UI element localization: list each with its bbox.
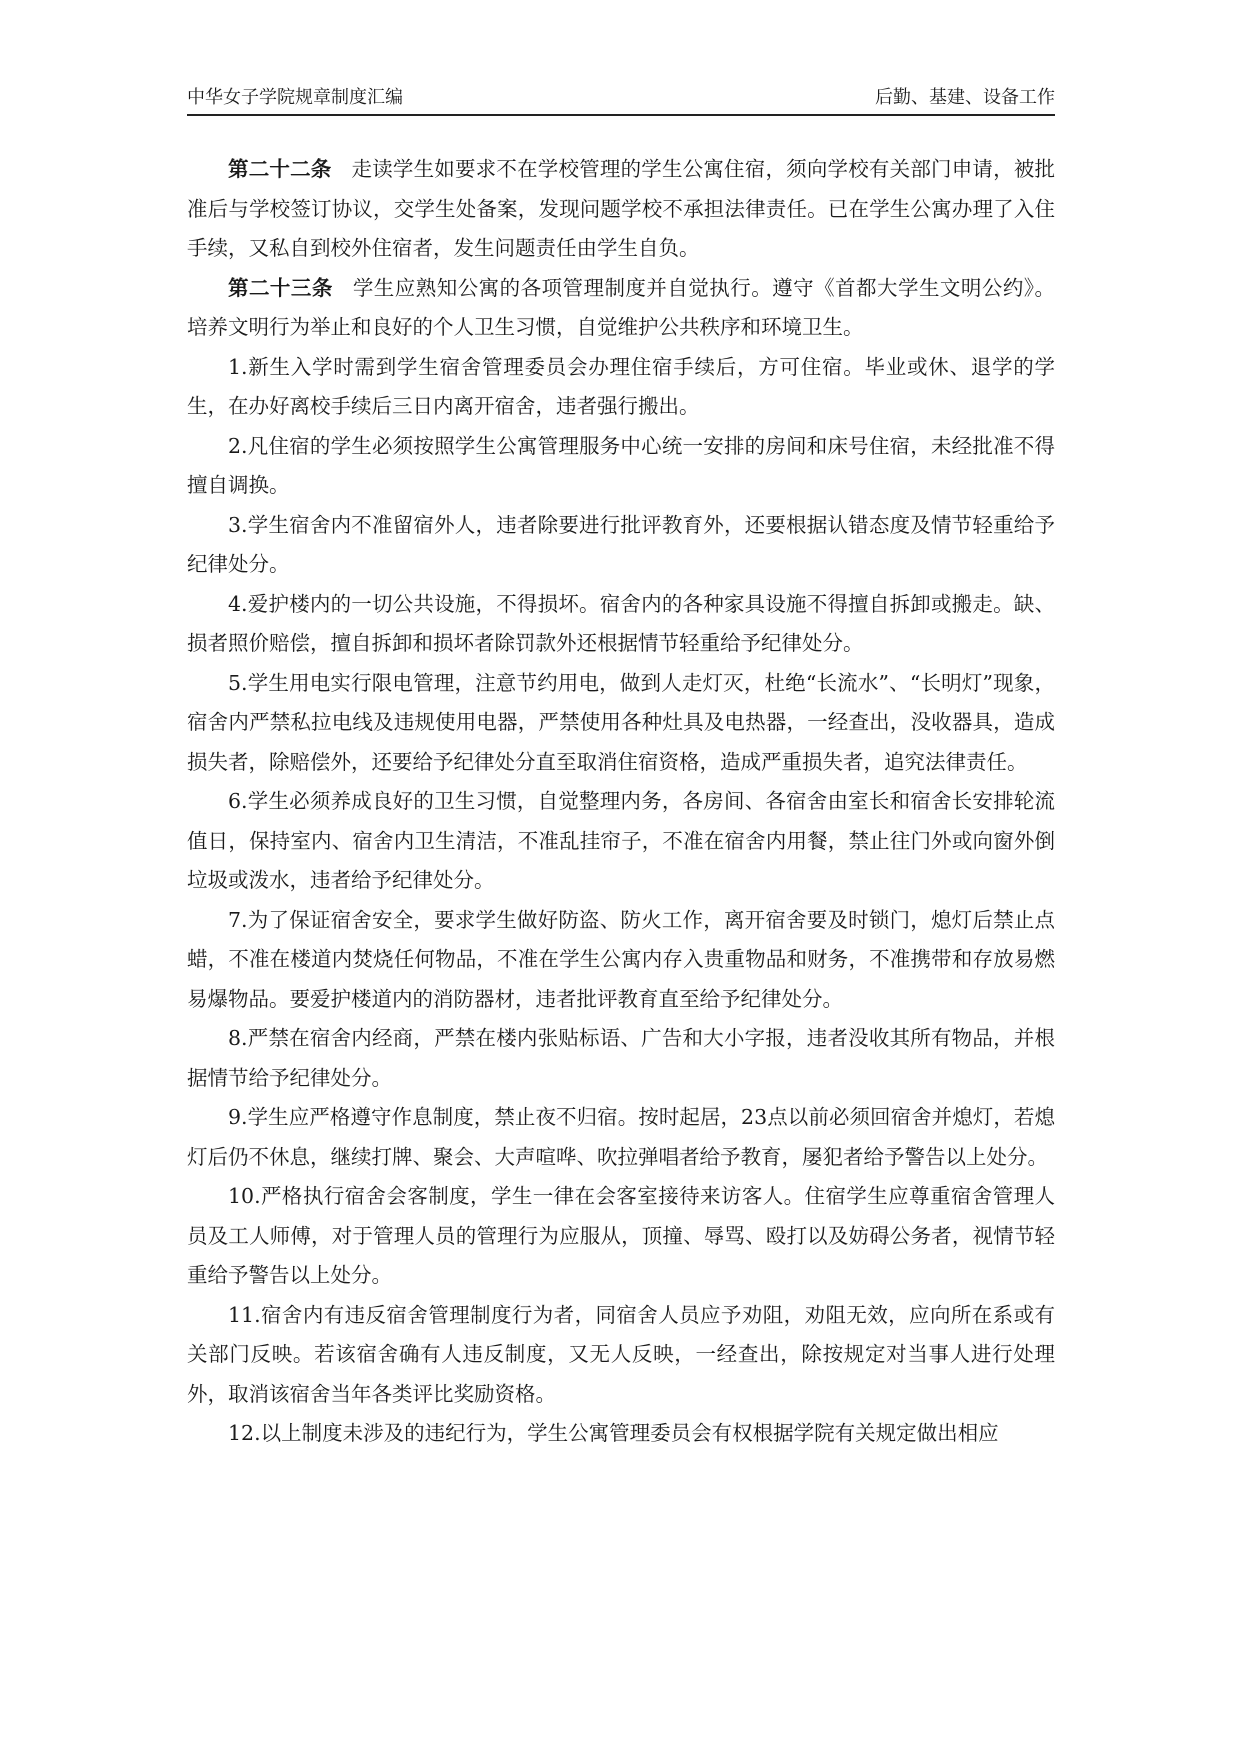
page-header <box>187 86 1055 116</box>
article-text: 学生应熟知公寓的各项管理制度并自觉执行。遵守《首都大学生文明公约》。培养文明行为举止和良好的个人卫生习惯，自觉维护公共秩序和环境卫生。 <box>187 275 1056 339</box>
header-section-title: 后勤、基建、设备工作 <box>875 87 1055 108</box>
rule-item-1: 1.新生入学时需到学生宿舍管理委员会办理住宿手续后，方可住宿。毕业或休、退学的学生，在办好离校手续后三日内离开宿舍，违者强行搬出。 <box>187 354 1055 418</box>
rule-item-5: 5.学生用电实行限电管理，注意节约用电，做到人走灯灭，杜绝“长流水”、“长明灯”现象，宿舍内严禁私拉电线及违规使用电器，严禁使用各种灶具及电热器，一经查出，没收器具，造成损失者，除赔偿外，还要给予纪律处分直至取消住宿资格，造成严重损失者，追究法律责任。 <box>187 670 1055 774</box>
rule-item-10: 10.严格执行宿舍会客制度，学生一律在会客室接待来访客人。住宿学生应尊重宿舍管理人员及工人师傅，对于管理人员的管理行为应服从，顶撞、辱骂、殴打以及妨碍公务者，视情节轻重给予警告以上处分。 <box>187 1184 1055 1287</box>
rule-item-6: 6.学生必须养成良好的卫生习惯，自觉整理内务，各房间、各宿舍由室长和宿舍长安排轮流值日，保持室内、宿舍内卫生清洁，不准乱挂帘子，不准在宿舍内用餐，禁止往门外或向窗外倒垃圾或泼水，违者给予纪律处分。 <box>187 789 1055 892</box>
rule-item-12: 12.以上制度未涉及的违纪行为，学生公寓管理委员会有权根据学院有关规定做出相应 <box>228 1421 999 1445</box>
document-body <box>187 150 1055 1454</box>
rule-item-8: 8.严禁在宿舍内经商，严禁在楼内张贴标语、广告和大小字报，违者没收其所有物品，并根据情节给予纪律处分。 <box>187 1026 1055 1090</box>
article-23-paragraph <box>187 269 1055 348</box>
article-22-paragraph <box>187 150 1055 269</box>
header-document-title: 中华女子学院规章制度汇编 <box>187 87 403 108</box>
article-title: 第二十三条 <box>228 275 333 300</box>
article-title: 第二十二条 <box>228 157 332 181</box>
rule-item-11: 11.宿舍内有违反宿舍管理制度行为者，同宿舍人员应予劝阻，劝阻无效，应向所在系或有关部门反映。若该宿舍确有人违反制度，又无人反映，一经查出，除按规定对当事人进行处理外，取消该宿舍当年各类评比奖励资格。 <box>187 1302 1055 1406</box>
rule-item-2: 2.凡住宿的学生必须按照学生公寓管理服务中心统一安排的房间和床号住宿，未经批准不得擅自调换。 <box>187 433 1055 497</box>
rule-item-4: 4.爱护楼内的一切公共设施，不得损坏。宿舍内的各种家具设施不得擅自拆卸或搬走。缺、损者照价赔偿，擅自拆卸和损坏者除罚款外还根据情节轻重给予纪律处分。 <box>187 591 1055 655</box>
rule-item-7: 7.为了保证宿舍安全，要求学生做好防盗、防火工作，离开宿舍要及时锁门，熄灯后禁止点蜡，不准在楼道内焚烧任何物品，不准在学生公寓内存入贵重物品和财务，不准携带和存放易燃易爆物品。要爱护楼道内的消防器材，违者批评教育直至给予纪律处分。 <box>187 907 1055 1011</box>
rule-item-9: 9.学生应严格遵守作息制度，禁止夜不归宿。按时起居，23点以前必须回宿舍并熄灯，若熄灯后仍不休息，继续打牌、聚会、大声喧哗、吹拉弹唱者给予教育，屡犯者给予警告以上处分。 <box>187 1105 1055 1169</box>
article-text: 走读学生如要求不在学校管理的学生公寓住宿，须向学校有关部门申请，被批准后与学校签订协议，交学生处备案，发现问题学校不承担法律责任。已在学生公寓办理了入住手续，又私自到校外住宿者，发生问题责任由学生自负。 <box>187 157 1056 260</box>
rule-item-3: 3.学生宿舍内不准留宿外人，违者除要进行批评教育外，还要根据认错态度及情节轻重给予纪律处分。 <box>187 512 1055 576</box>
